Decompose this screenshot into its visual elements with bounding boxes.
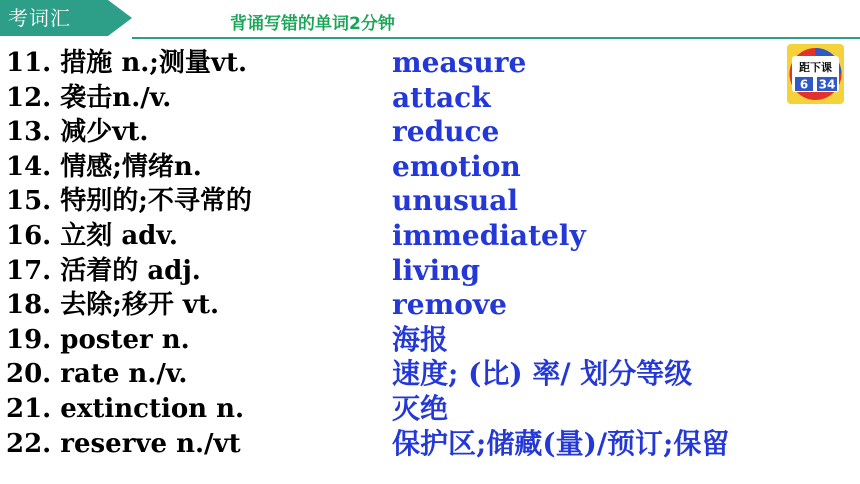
vocab-row: [0, 219, 860, 254]
vocab-answer: 保护区;储藏(量)/预订;保留: [392, 426, 730, 460]
vocab-term: 17. 活着的 adj.: [6, 255, 201, 286]
vocab-answer: immediately: [392, 218, 586, 252]
vocab-answer: 灭绝: [392, 391, 449, 425]
vocab-answer: 速度; (比) 率/ 划分等级: [392, 357, 693, 391]
timer-seconds: 34: [818, 77, 836, 92]
vocab-row: [0, 427, 860, 462]
vocab-term: 22. reserve n./vt: [6, 428, 241, 459]
vocab-answer: living: [392, 253, 481, 287]
vocab-row: [0, 392, 860, 427]
vocab-row: [0, 323, 860, 358]
vocab-answer: remove: [392, 288, 507, 322]
vocab-row: [0, 357, 860, 392]
vocab-answer: unusual: [392, 184, 518, 218]
vocab-answer: attack: [392, 80, 491, 114]
vocab-row: [0, 150, 860, 185]
vocab-term: 20. rate n./v.: [6, 359, 188, 390]
vocab-list: [0, 46, 860, 461]
vocab-answer: reduce: [392, 115, 500, 149]
vocab-row: [0, 46, 860, 81]
vocab-row: [0, 288, 860, 323]
vocab-answer: 海报: [392, 322, 449, 356]
vocab-answer: measure: [392, 46, 527, 79]
instruction-title: 背诵写错的单词2分钟: [230, 14, 395, 34]
vocab-answer: emotion: [392, 149, 521, 183]
vocab-row: [0, 184, 860, 219]
vocab-term: 18. 去除;移开 vt.: [6, 290, 220, 321]
timer-label: 距下课: [799, 61, 832, 74]
vocab-term: 15. 特别的;不寻常的: [6, 186, 252, 217]
vocab-term: 13. 减少vt.: [6, 117, 149, 148]
vocab-term: 11. 措施 n.;测量vt.: [6, 48, 248, 78]
vocab-term: 14. 情感;情绪n.: [6, 151, 202, 182]
vocab-row: [0, 81, 860, 116]
vocab-term: 16. 立刻 adv.: [6, 220, 178, 251]
section-tab-label: 考词汇: [8, 6, 71, 30]
vocab-term: 12. 袭击n./v.: [6, 82, 172, 113]
header-divider: [132, 37, 860, 39]
timer-minutes: 6: [799, 77, 809, 92]
vocab-row: [0, 254, 860, 289]
vocab-row: [0, 115, 860, 150]
vocab-term: 21. extinction n.: [6, 393, 245, 424]
vocab-term: 19. poster n.: [6, 324, 190, 355]
